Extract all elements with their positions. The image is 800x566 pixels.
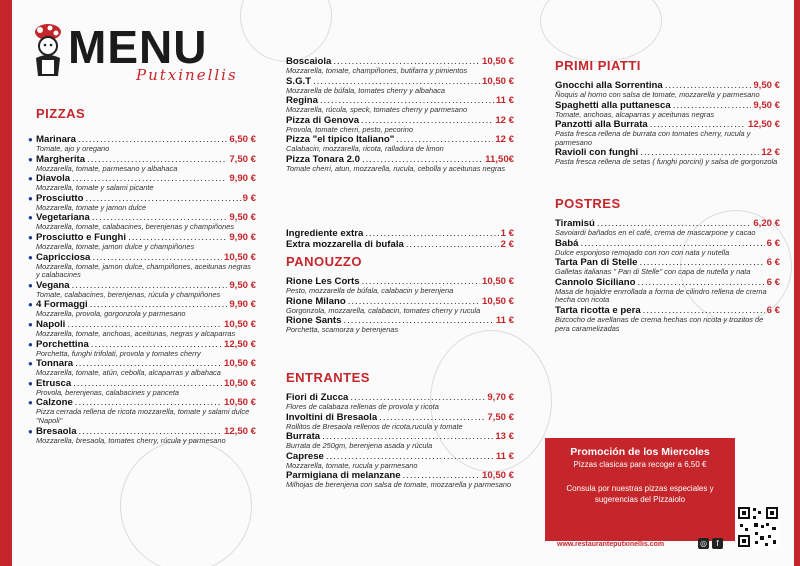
menu-item-price: 10,50 €: [481, 295, 514, 307]
menu-item-description: Porchetta, scamorza y berenjenas: [286, 325, 399, 335]
menu-item-price: 6 €: [766, 304, 780, 316]
menu-item-line: [28, 426, 256, 437]
menu-item: [286, 296, 514, 316]
menu-item-price: 1 €: [500, 228, 514, 239]
menu-item-line: [286, 296, 514, 307]
menu-item-name: Capricciosa: [36, 251, 91, 263]
menu-item-description: Ñoquis al horno con salsa de tomate, mozzarella y parmesano: [555, 90, 760, 99]
menu-item-name: Gnocchi alla Sorrentina: [555, 80, 663, 91]
menu-item-name: Vegetariana: [36, 212, 90, 224]
leader-dots: [348, 296, 480, 307]
menu-item-name: Caprese: [286, 450, 324, 462]
menu-item-name: Regina: [286, 95, 318, 107]
menu-item: [286, 451, 514, 471]
menu-item-name: Pizza di Genova: [286, 114, 360, 126]
instagram-icon[interactable]: ◎: [698, 538, 709, 549]
left-red-border: [0, 0, 12, 566]
menu-item-name: Involtini di Bresaola: [286, 411, 378, 423]
menu-item-line: [555, 238, 780, 249]
menu-item-price: 10,50 €: [223, 251, 256, 263]
menu-item-description: Mozzarella, tomate, jamon dulce y champiñones: [36, 241, 195, 251]
menu-item: [28, 358, 256, 378]
menu-item-name: Calzone: [36, 397, 73, 409]
menu-item-price: 9,70 €: [487, 392, 514, 403]
menu-item: [555, 305, 780, 333]
menu-item-description: Mozzarella, bresaola, tomates cherry, rúcula y parmesano: [36, 435, 226, 445]
menu-item-name: Tonnara: [36, 358, 74, 370]
menu-item-price: 10,50 €: [223, 358, 256, 370]
chef-mascot-icon: [28, 22, 68, 78]
menu-item: [28, 280, 256, 300]
bullet-icon: ●: [28, 252, 33, 262]
menu-item-price: 12 €: [761, 147, 780, 159]
bullet-icon: ●: [28, 213, 33, 223]
menu-item-price: 13 €: [495, 431, 514, 443]
menu-item-price: 12 €: [495, 114, 514, 126]
menu-item-name: S.G.T: [286, 75, 312, 87]
qr-code[interactable]: [736, 505, 780, 549]
menu-item-description: Mozzarella, tomate, calabacines, berenjenas y champiñones: [36, 222, 235, 232]
menu-item: [555, 257, 780, 277]
menu-item-name: Etrusca: [36, 377, 72, 389]
menu-item-description: Burrata de 250gm, berenjena asada y rúcula: [286, 441, 433, 451]
menu-item-description: Flores de calabaza rellenas de provola y ricota: [286, 402, 439, 411]
entrantes-title: ENTRANTES: [286, 370, 370, 385]
menu-item-description: Mozzarella, provola, gorgonzola y parmesano: [36, 309, 186, 319]
menu-item-line: [555, 100, 780, 111]
menu-item: [28, 378, 256, 398]
menu-item: [286, 392, 514, 412]
website-link[interactable]: www.restauranteputxinellis.com: [557, 541, 665, 548]
menu-item-name: Rione Milano: [286, 295, 346, 307]
menu-item-description: Galletas italianas " Pan di Stelle" con capa de nutella y nata: [555, 267, 751, 277]
bullet-icon: ●: [28, 359, 33, 369]
menu-item: [286, 134, 514, 154]
menu-item-name: Pizza Tonara 2.0: [286, 153, 360, 165]
menu-item-description: Milhojas de berenjena con salsa de tomate, mozzarella y parmesano: [286, 480, 512, 490]
menu-item: [286, 95, 514, 115]
menu-title: MENU: [68, 21, 208, 73]
menu-item-line: [28, 339, 256, 350]
menu-item-description: Pasta fresca rellena de burrata con tomates cherry, rucula y parmesano: [555, 129, 751, 147]
menu-item-price: 10,50 €: [223, 377, 256, 389]
menu-item: [286, 431, 514, 451]
menu-item-line: [286, 76, 514, 87]
bullet-icon: ●: [28, 135, 33, 144]
facebook-icon[interactable]: f: [712, 538, 723, 549]
bullet-icon: ●: [28, 398, 33, 408]
menu-item-price: 9,50 €: [229, 279, 256, 291]
menu-item-price: 6 €: [766, 237, 780, 249]
menu-item-name: Vegana: [36, 279, 70, 291]
menu-item-price: 6 €: [766, 257, 780, 269]
leader-dots: [379, 412, 485, 423]
postres-title: POSTRES: [555, 196, 621, 211]
menu-item: [286, 276, 514, 296]
menu-item: [286, 228, 514, 239]
panouzzo-title: PANOUZZO: [286, 254, 362, 269]
menu-item: [286, 76, 514, 96]
menu-item-name: Extra mozzarella di bufala: [286, 239, 404, 250]
restaurant-logo: [28, 21, 238, 84]
bullet-icon: ●: [28, 232, 33, 242]
menu-item-price: 6,20 €: [753, 218, 780, 229]
bullet-icon: ●: [28, 426, 33, 436]
menu-item-price: 10,50 €: [481, 470, 514, 482]
menu-item-price: 10,50 €: [223, 318, 256, 330]
menu-item: [28, 193, 256, 213]
menu-item-description: Mozzarella de búfala, tomates cherry y albahaca: [286, 85, 445, 95]
menu-item-description: Masa de hojaldre enrrollada a forma de cilindro rellena de crema hecha con ricota: [555, 286, 767, 305]
menu-item: [555, 277, 780, 305]
menu-item-name: Porchettina: [36, 338, 89, 350]
menu-item-name: Burrata: [286, 431, 321, 443]
menu-item: [286, 470, 514, 490]
menu-item-description: Mozzarella, tomate y salami picante: [36, 183, 154, 193]
menu-item-price: 9,50 €: [229, 212, 256, 224]
menu-item-name: Prosciutto e Funghi: [36, 231, 127, 243]
menu-item-name: Cannolo Siciliano: [555, 276, 636, 288]
leader-dots: [580, 238, 764, 249]
leader-dots: [313, 76, 480, 87]
menu-item-line: [28, 154, 256, 165]
menu-item-description: Mozzarella, tomate, atún, cebolla, alcaparras y albahaca: [36, 368, 221, 378]
menu-item: [555, 80, 780, 100]
menu-item-name: Margherita: [36, 153, 86, 165]
menu-item-name: Bresaola: [36, 425, 77, 437]
menu-item-price: 9,50 €: [753, 80, 780, 91]
bullet-icon: ●: [28, 280, 33, 290]
menu-item: [28, 319, 256, 339]
menu-item: [28, 252, 256, 280]
menu-item-description: Provola, tomate cherri, pesto, pecorino: [286, 124, 413, 134]
pizzas-list: [28, 134, 256, 445]
menu-item-description: Rollitos de Bresaola rellenos de ricota,rucula y tomate: [286, 421, 463, 431]
menu-item-description: Provola, berenjenas, calabacines y panceta: [36, 387, 179, 397]
menu-item-price: 10,50 €: [223, 397, 256, 409]
promo-info: Consula por nuestras pizzas especiales y sugerencias del Pizzaiolo: [566, 484, 714, 504]
menu-item-line: [286, 239, 514, 250]
brand-subtitle: Putxinellis: [136, 66, 238, 84]
menu-item-description: Pizza cerrada rellena de ricota mozzarella, tomate y salami dulce "Napoli": [36, 407, 250, 425]
menu-item-price: 12 €: [495, 134, 514, 146]
postres-list: [555, 218, 780, 333]
menu-item-description: Mozzarella, rúcula, speck, tomates cherry y parmesano: [286, 105, 468, 115]
menu-item-description: Porchetta, funghi trifolati, provola y tomates cherry: [36, 348, 201, 358]
leader-dots: [79, 426, 222, 437]
menu-item-name: Ingrediente extra: [286, 228, 364, 239]
menu-item-name: Napoli: [36, 318, 66, 330]
menu-item-description: Mozzarella, tomate y jamon dulce: [36, 202, 147, 212]
leader-dots: [406, 239, 499, 250]
menu-item-description: Tomate, ajo y oregano: [36, 144, 110, 153]
menu-item-price: 2 €: [500, 239, 514, 250]
leader-dots: [673, 100, 752, 111]
menu-item-price: 11 €: [495, 95, 514, 107]
menu-item: [286, 412, 514, 432]
menu-item-description: Bizcocho de avellanas de crema hechas con ricota y trozitos de pera caramelizadas: [555, 314, 764, 333]
menu-item: [555, 100, 780, 120]
menu-item: [555, 238, 780, 258]
menu-item-description: Mozzarella, tomate, champiñones, butifarra y pimientos: [286, 66, 468, 75]
menu-item: [28, 134, 256, 154]
bullet-icon: ●: [28, 339, 33, 349]
menu-item: [286, 239, 514, 250]
menu-item-description: Mozzarella, tomate, rucula y parmesano: [286, 460, 418, 470]
menu-item-description: Tomate, anchoas, alcaparras y aceitunas negras: [555, 109, 715, 119]
menu-item-line: [28, 252, 256, 263]
menu-item: [555, 147, 780, 167]
menu-item: [28, 339, 256, 359]
menu-item-price: 12,50 €: [223, 338, 256, 350]
panouzzo-list: [286, 276, 514, 335]
bullet-icon: ●: [28, 300, 33, 310]
decor-circle: [240, 0, 332, 62]
menu-item-description: Dulce esponjoso remojado con ron con nata y nutella: [555, 247, 730, 257]
menu-item-price: 9,90 €: [229, 231, 256, 243]
menu-item-name: Panzotti alla Burrata: [555, 119, 648, 131]
pizzas-list-continued: [286, 56, 514, 174]
primi-title: PRIMI PIATTI: [555, 58, 641, 73]
menu-item: [28, 397, 256, 425]
menu-item: [28, 232, 256, 252]
menu-item-description: Mozzarella, tomate, jamon dulce, champiñones, aceitunas negras y calabacines: [36, 261, 251, 280]
menu-item-price: 11 €: [495, 450, 514, 462]
menu-item: [555, 119, 780, 147]
menu-item-price: 7,50 €: [229, 153, 256, 165]
menu-item-description: Tomate cherri, atun, mozzarella, rucula, cebolla y aceitunas negras: [286, 163, 506, 173]
menu-item-name: Pizza "el tipico Italiano": [286, 134, 395, 146]
menu-item-name: 4 Formaggi: [36, 299, 88, 311]
menu-item-name: Boscaiola: [286, 56, 332, 67]
menu-item-price: 12,50 €: [747, 119, 780, 131]
menu-item-name: Rione Sants: [286, 315, 342, 327]
menu-item-description: Pasta fresca rellena de setas ( funghi porcini) y salsa de gorgonzola: [555, 157, 778, 167]
menu-item: [286, 154, 514, 174]
menu-item-name: Rione Les Corts: [286, 276, 360, 287]
menu-item-price: 11,50€: [485, 153, 514, 165]
menu-item-description: Gorgonzola, mozzarella, calabacin, tomates cherry y rucula: [286, 305, 481, 315]
menu-item-price: 11 €: [495, 315, 514, 327]
menu-item: [555, 218, 780, 238]
menu-item-price: 10,50 €: [481, 75, 514, 87]
menu-item-price: 10,50 €: [481, 276, 514, 287]
menu-item: [28, 154, 256, 174]
bullet-icon: ●: [28, 154, 33, 164]
menu-item-description: Pesto, mozzarella de búfala, calabacin y berenjena: [286, 286, 454, 295]
pizzas-title: PIZZAS: [36, 106, 86, 121]
menu-item-price: 6 €: [766, 276, 780, 288]
menu-item-name: Fiori di Zucca: [286, 392, 349, 403]
promo-box: [545, 438, 735, 541]
menu-item: [286, 56, 514, 76]
menu-item-name: Prosciutto: [36, 192, 84, 204]
menu-item-name: Diavola: [36, 173, 71, 185]
menu-item: [28, 173, 256, 193]
promo-line: Pizzas clasicas para recoger a 6,50 €: [573, 460, 707, 469]
social-icons: [698, 538, 723, 549]
menu-item-name: Ravioli con funghi: [555, 147, 639, 159]
menu-item-line: [286, 412, 514, 423]
menu-item: [28, 299, 256, 319]
leader-dots: [92, 252, 222, 263]
menu-item-description: Savoiardi bañados en el café, crema de mascarpone y cacao: [555, 228, 756, 237]
menu-item-price: 12,50 €: [223, 425, 256, 437]
bullet-icon: ●: [28, 378, 33, 388]
bullet-icon: ●: [28, 174, 33, 184]
menu-item-price: 9,90 €: [229, 173, 256, 185]
extras-list: [286, 228, 514, 250]
entrantes-list: [286, 392, 514, 490]
menu-item-name: Parmigiana di melanzane: [286, 470, 401, 482]
menu-item-description: Tomate, calabacines, berenjenas, rúcula y champiñones: [36, 289, 221, 299]
leader-dots: [91, 339, 222, 350]
decor-circle: [540, 0, 662, 62]
menu-item: [286, 115, 514, 135]
menu-item-price: 6,50 €: [229, 134, 256, 145]
menu-item-line: [286, 228, 514, 239]
menu-item-name: Marinara: [36, 134, 76, 145]
menu-item: [286, 315, 514, 335]
menu-item-name: Tarta ricotta e pera: [555, 304, 641, 316]
menu-item-price: 10,50 €: [481, 56, 514, 67]
menu-item: [28, 212, 256, 232]
menu-item-name: Spaghetti alla puttanesca: [555, 99, 671, 111]
leader-dots: [365, 228, 498, 239]
bullet-icon: ●: [28, 193, 33, 203]
menu-item-price: 9,90 €: [229, 299, 256, 311]
menu-item-price: 9,50 €: [753, 99, 780, 111]
menu-item-price: 7,50 €: [487, 411, 514, 423]
menu-item-description: Calabacin, mozzarella, ricota, ralladura de limon: [286, 144, 444, 154]
primi-list: [555, 80, 780, 167]
menu-item-description: Mozzarella, tomate, parmesano y albahaca: [36, 163, 178, 173]
menu-item-name: Tarta Pan di Stelle: [555, 257, 638, 269]
menu-item-description: Mozzarella, tomate, anchoas, aceitunas, negras y alcaparras: [36, 328, 236, 338]
decor-circle: [120, 440, 252, 566]
menu-item: [28, 426, 256, 446]
right-red-border: [794, 0, 800, 566]
promo-title: Promoción de los Miercoles: [570, 446, 710, 458]
menu-item-price: 9 €: [242, 192, 256, 204]
bullet-icon: ●: [28, 319, 33, 329]
leader-dots: [87, 154, 227, 165]
menu-item-name: Babá: [555, 237, 579, 249]
menu-item-name: Tiramisú: [555, 218, 595, 229]
